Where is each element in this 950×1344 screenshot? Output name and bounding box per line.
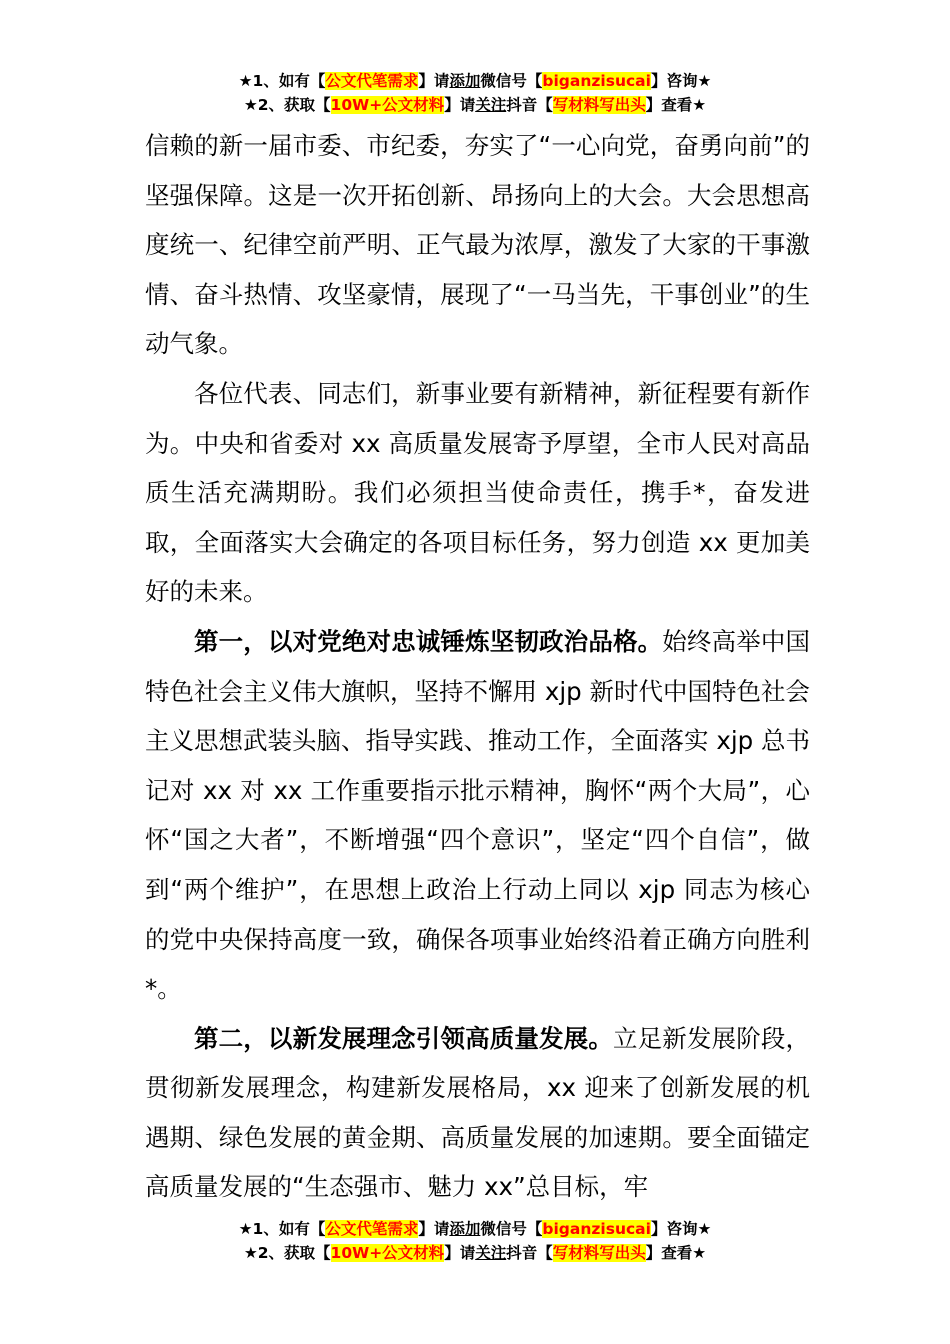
paragraph-3-body: 始终高举中国特色社会主义伟大旗帜，坚持不懈用 xjp 新时代中国特色社会主义思想武装头脑、指导实践、推动工作，全面落实 xjp 总书记对 xx 对 xx 工作重要指示批示精神，胸怀“两个大局”，心怀“国之大者”，不断增强“四个意识”，坚定“四个自信”，做到“两个维护”，在思想上政治上行动上同以 xjp 同志为核心的党中央保持高度一致，确保各项事业始终沿着正确方向胜利*。: [145, 626, 811, 1004]
banner-highlight: 公文代笔需求: [325, 1220, 419, 1238]
banner-text: 】请: [418, 72, 450, 90]
banner-text: 】请: [444, 96, 476, 114]
paragraph-4-body: 立足新发展阶段，贯彻新发展理念，构建新发展格局，xx 迎来了创新发展的机遇期、绿色发展的黄金期、高质量发展的加速期。要全面锚定高质量发展的“生态强市、魅力 xx”总目标，牢: [145, 1023, 811, 1202]
banner-underlined: 添加: [449, 1220, 481, 1238]
banner-line-1: [0, 1217, 950, 1241]
banner-text: 】请: [418, 1220, 450, 1238]
banner-text: 抖音【: [506, 1244, 553, 1262]
banner-text: ★2、获取【: [243, 1244, 331, 1262]
banner-highlight: 公文代笔需求: [325, 72, 419, 90]
section-heading-2: 第二，以新发展理念引领高质量发展。: [194, 1023, 613, 1053]
banner-highlight: 10W+公文材料: [330, 96, 445, 114]
paragraph-1: 信赖的新一届市委、市纪委，夯实了“一心向党，奋勇向前”的坚强保障。这是一次开拓创新、昂扬向上的大会。大会思想高度统一、纪律空前严明、正气最为浓厚，激发了大家的干事激情、奋斗热情、攻坚豪情，展现了“一马当先，干事创业”的生动气象。: [145, 131, 810, 359]
banner-underlined: 关注: [475, 96, 507, 114]
banner-highlight: 写材料写出头: [552, 96, 646, 114]
section-heading-1: 第一，以对党绝对忠诚锤炼坚韧政治品格。: [194, 626, 663, 656]
footer-banner: [0, 1217, 950, 1265]
banner-highlight: biganzisucai: [542, 72, 651, 90]
banner-text: 】请: [444, 1244, 476, 1262]
banner-text: 】查看★: [645, 1244, 707, 1262]
document-body: [145, 121, 810, 1212]
paragraph-4: [145, 1014, 810, 1212]
banner-text: 抖音【: [506, 96, 553, 114]
paragraph-2: 各位代表、同志们，新事业要有新精神，新征程要有新作为。中央和省委对 xx 高质量发展寄予厚望，全市人民对高品质生活充满期盼。我们必须担当使命责任，携手*，奋发进取，全面落实大会确定的各项目标任务，努力创造 xx 更加美好的未来。: [145, 378, 810, 607]
banner-text: ★1、如有【: [238, 1220, 326, 1238]
banner-text: 】咨询★: [650, 1220, 712, 1238]
banner-text: 】咨询★: [650, 72, 712, 90]
banner-line-1: [0, 69, 950, 93]
banner-text: 】查看★: [645, 96, 707, 114]
banner-line-2: [0, 1241, 950, 1265]
banner-text: 微信号【: [480, 72, 543, 90]
banner-line-2: [0, 93, 950, 117]
banner-highlight: 写材料写出头: [552, 1244, 646, 1262]
banner-highlight: biganzisucai: [542, 1220, 651, 1238]
banner-highlight: 10W+公文材料: [330, 1244, 445, 1262]
paragraph-3: [145, 617, 810, 1014]
banner-underlined: 关注: [475, 1244, 507, 1262]
banner-underlined: 添加: [449, 72, 481, 90]
banner-text: 微信号【: [480, 1220, 543, 1238]
banner-text: ★2、获取【: [243, 96, 331, 114]
banner-text: ★1、如有【: [238, 72, 326, 90]
header-banner: [0, 69, 950, 117]
